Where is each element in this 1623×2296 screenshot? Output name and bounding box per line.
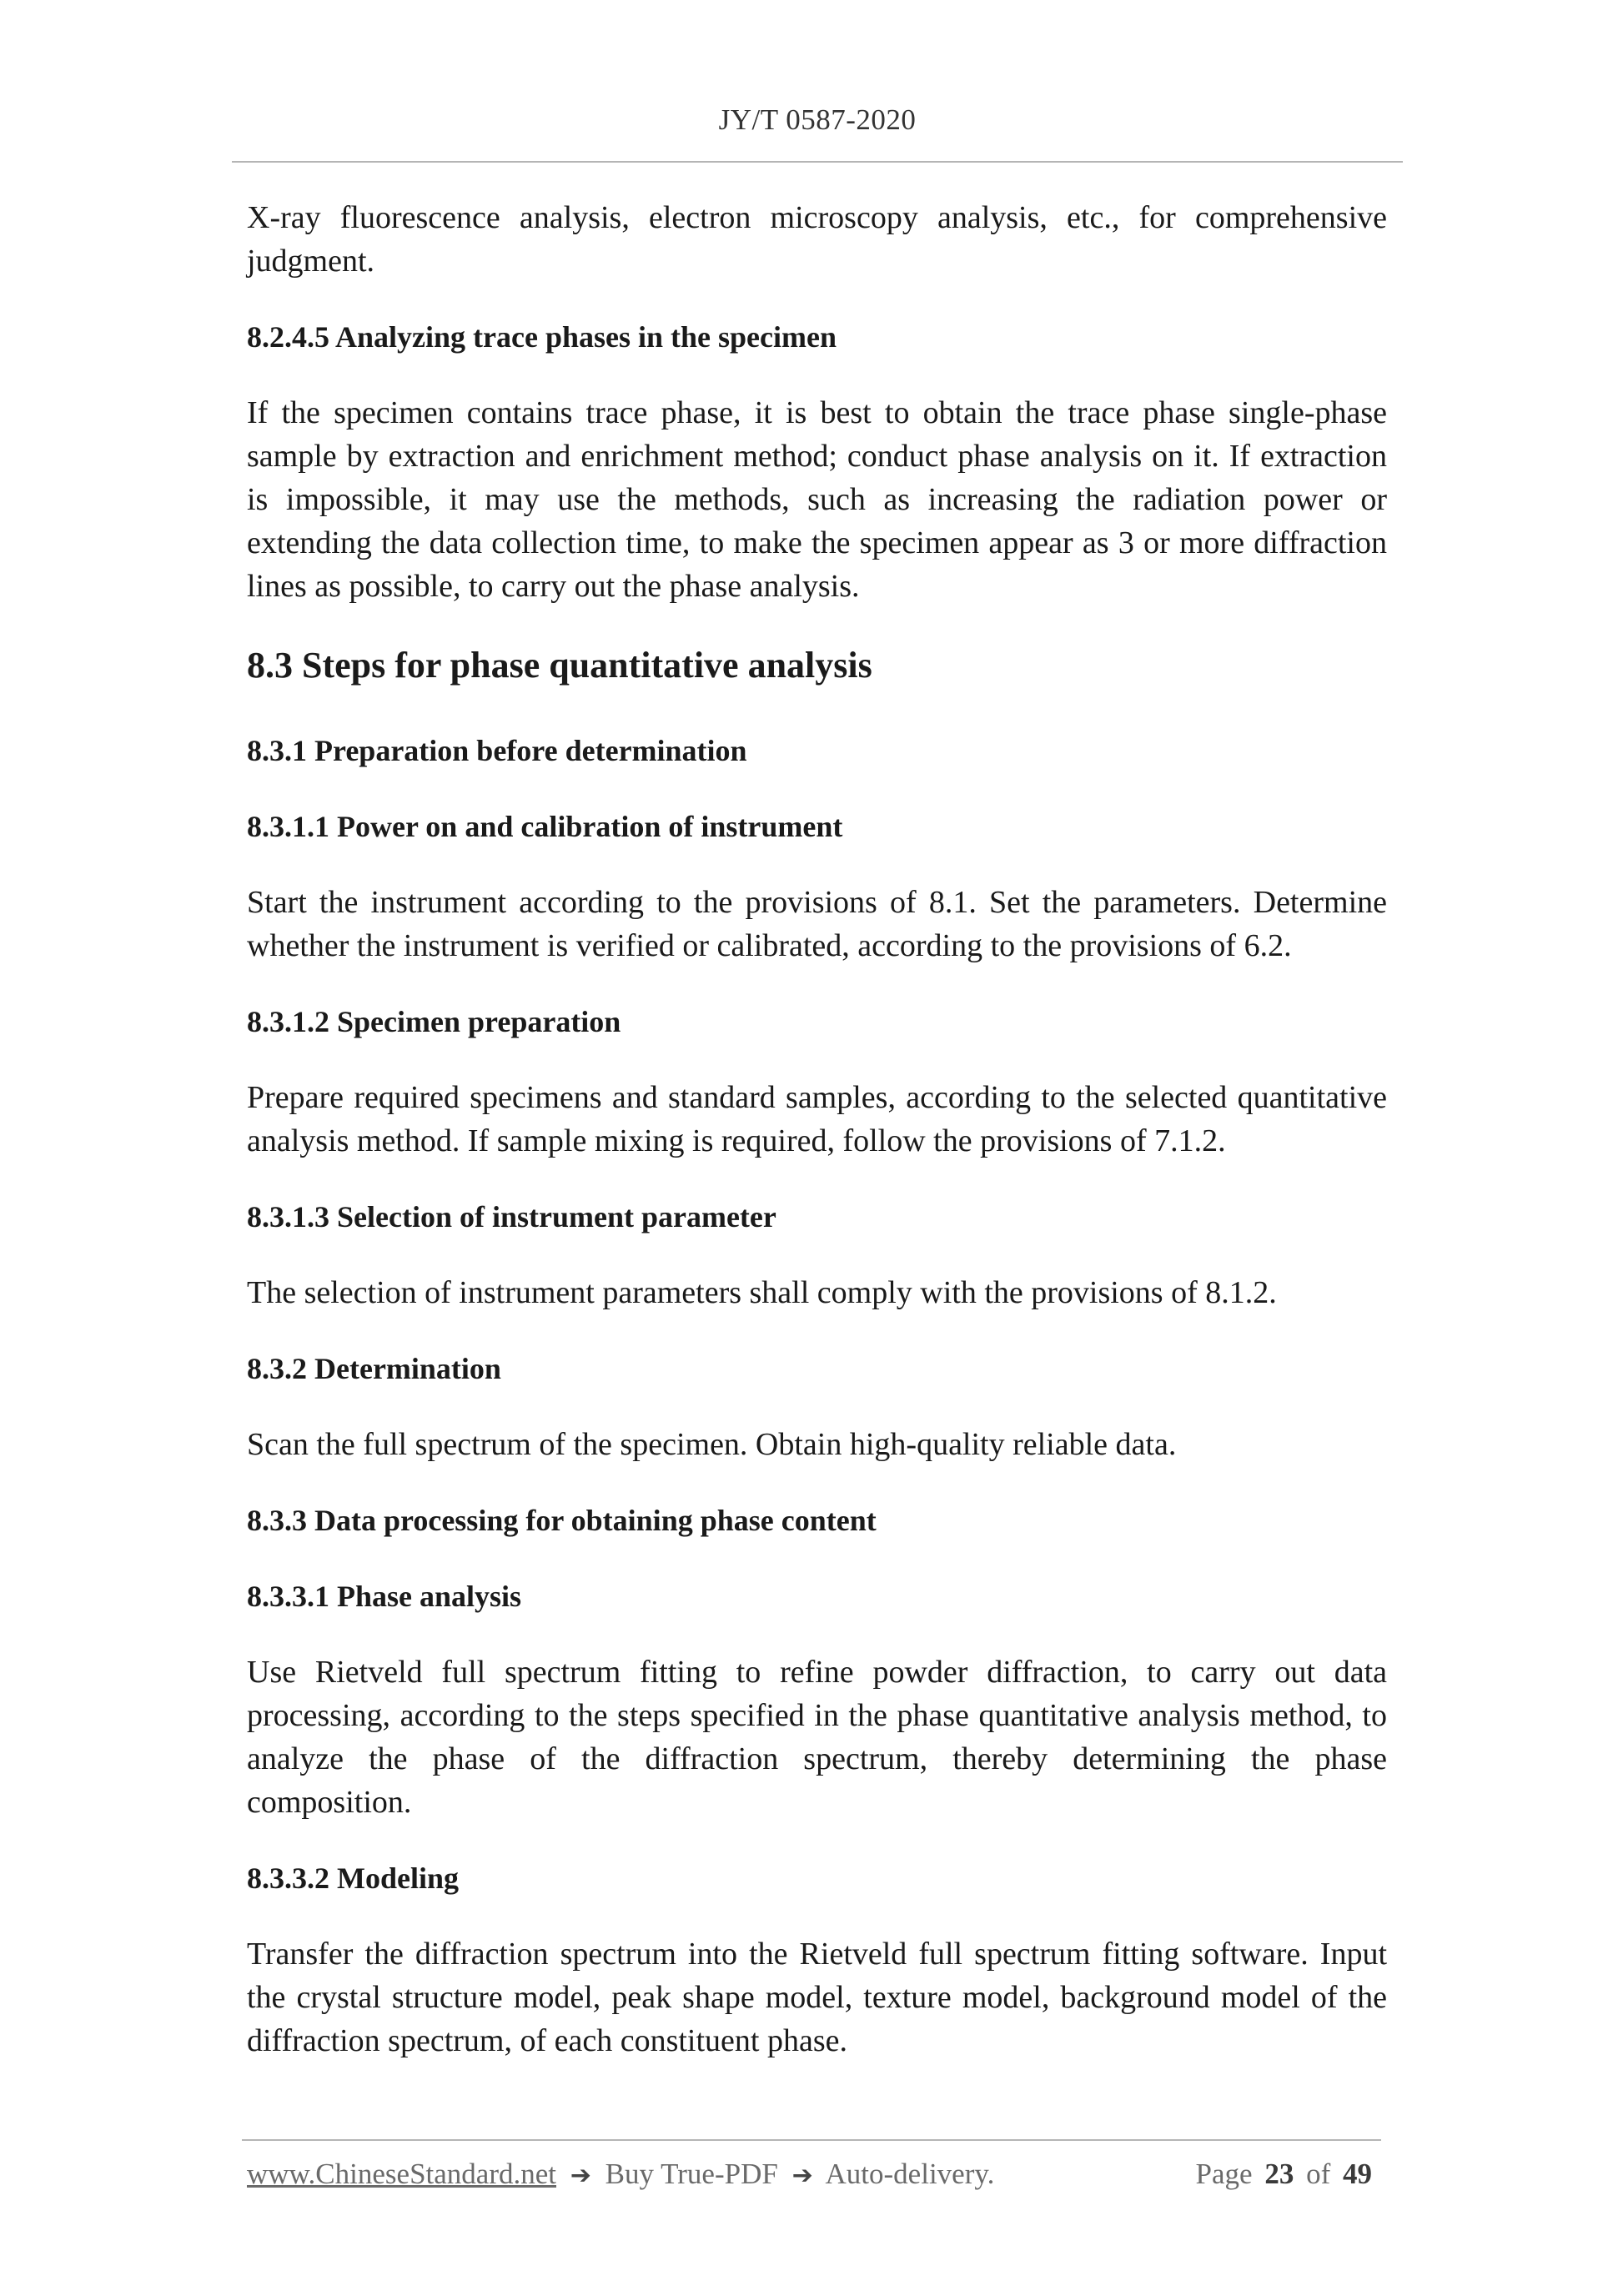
heading-8-3-2: 8.3.2 Determination — [247, 1352, 501, 1385]
paragraph-phase-analysis: Use Rietveld full spectrum fitting to refine powder diffraction, to carry out data processing, according to the steps specified in the phase quantitative analysis method, to analyze the phase of the diffraction spectrum, thereby determining the phase composition. — [247, 1655, 1387, 1820]
heading-8-2-4-5: 8.2.4.5 Analyzing trace phases in the specimen — [247, 320, 837, 354]
heading-8-3-3-2: 8.3.3.2 Modeling — [247, 1861, 460, 1895]
paragraph-power-on: Start the instrument according to the provisions of 8.1. Set the parameters. Determine whether the instrument is verified or calibrated, according to the provisions of 6.2. — [247, 885, 1387, 963]
total-pages-number: 49 — [1343, 2158, 1372, 2190]
of-label: of — [1306, 2158, 1331, 2190]
page-footer — [247, 2158, 1374, 2191]
arrow-right-icon: ➔ — [791, 2161, 813, 2190]
current-page-number: 23 — [1264, 2158, 1294, 2190]
paragraph-trace-phase: If the specimen contains trace phase, it is best to obtain the trace phase single-phase sample by extraction and enrichment method; conduct phase analysis on it. If extraction is impossible, it may use the methods, such as increasing the radiation power or extending the data collection time, to make the specimen appear as 3 or more diffraction lines as possible, to carry out the phase analysis. — [247, 395, 1387, 604]
heading-8-3-1-1: 8.3.1.1 Power on and calibration of instrument — [247, 810, 843, 843]
header-divider — [232, 161, 1403, 163]
heading-8-3: 8.3 Steps for phase quantitative analysis — [247, 645, 872, 686]
paragraph-determination: Scan the full spectrum of the specimen. Obtain high-quality reliable data. — [247, 1427, 1177, 1462]
chinesestandard-link[interactable]: www.ChineseStandard.net — [247, 2158, 556, 2190]
arrow-right-icon: ➔ — [570, 2161, 591, 2190]
document-body — [247, 196, 1387, 2095]
heading-8-3-1: 8.3.1 Preparation before determination — [247, 734, 747, 767]
footer-divider — [242, 2139, 1381, 2141]
paragraph-modeling: Transfer the diffraction spectrum into the Rietveld full spectrum fitting software. Input the crystal structure model, peak shape model, texture model, background model of the diffraction spectrum, of each constituent phase. — [247, 1937, 1387, 2058]
paragraph-comprehensive-judgment: X-ray fluorescence analysis, electron microscopy analysis, etc., for comprehensive judgment. — [247, 200, 1387, 279]
paragraph-specimen-preparation: Prepare required specimens and standard samples, according to the selected quantitative analysis method. If sample mixing is required, follow the provisions of 7.1.2. — [247, 1080, 1387, 1158]
heading-8-3-1-3: 8.3.1.3 Selection of instrument parameter — [247, 1200, 776, 1233]
heading-8-3-1-2: 8.3.1.2 Specimen preparation — [247, 1005, 621, 1038]
heading-8-3-3-1: 8.3.3.1 Phase analysis — [247, 1580, 522, 1613]
document-code-header: JY/T 0587-2020 — [718, 103, 917, 136]
auto-delivery-text: Auto-delivery. — [825, 2158, 995, 2190]
page-label: Page — [1195, 2158, 1253, 2190]
paragraph-instrument-parameters: The selection of instrument parameters shall comply with the provisions of 8.1.2. — [247, 1275, 1277, 1310]
page-indicator — [1193, 2158, 1374, 2191]
buy-true-pdf-text: Buy True-PDF — [605, 2158, 778, 2190]
heading-8-3-3: 8.3.3 Data processing for obtaining phase content — [247, 1504, 877, 1537]
footer-promo — [247, 2158, 994, 2191]
